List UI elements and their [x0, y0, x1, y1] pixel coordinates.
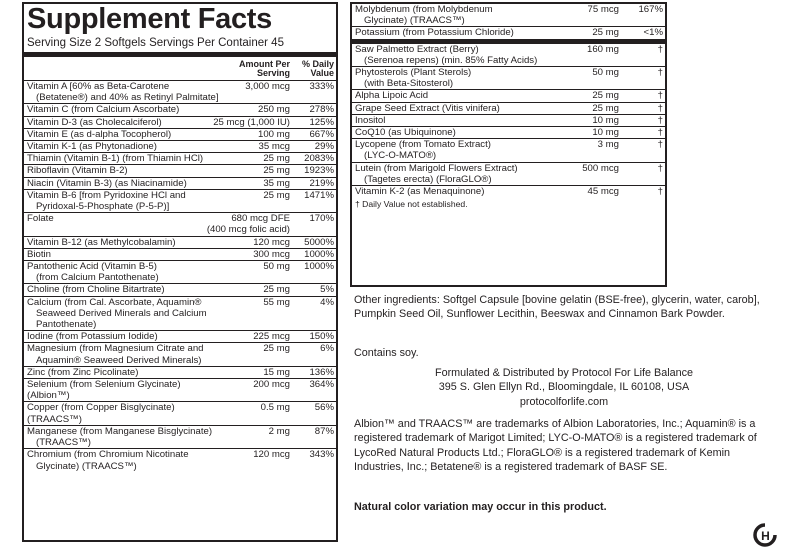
nutrient-list-continued — [352, 4, 665, 197]
panel-title: Supplement Facts — [27, 3, 272, 35]
nutrient-name — [355, 186, 549, 197]
nutrient-name — [355, 90, 549, 101]
nutrient-row — [24, 426, 336, 449]
nutrient-name-text: Iodine (from Potassium Iodide) — [27, 331, 158, 343]
nutrient-daily-value: † — [657, 162, 663, 174]
nutrient-name-text: Vitamin D-3 (as Cholecalciferol) — [27, 116, 162, 128]
nutrient-amount: 160 mg — [587, 43, 619, 55]
nutrient-name-text: Vitamin B-12 (as Methylcobalamin) — [27, 236, 176, 248]
nutrient-daily-value: 1471% — [304, 189, 334, 201]
nutrient-amount: 100 mg — [258, 128, 290, 140]
footnote: † Daily Value not established. — [355, 199, 468, 210]
nutrient-name — [27, 141, 220, 152]
nutrient-name-text: Saw Palmetto Extract (Berry) — [355, 43, 479, 55]
nutrient-daily-value: 6% — [320, 343, 334, 355]
nutrient-amount: 50 mg — [592, 67, 619, 79]
nutrient-name — [355, 4, 549, 26]
nutrient-row — [352, 127, 665, 139]
nutrient-row — [352, 139, 665, 162]
nutrient-name — [355, 67, 549, 89]
color-variation-note: Natural color variation may occur in this product. — [354, 501, 607, 513]
nutrient-name — [27, 297, 220, 331]
nutrient-amount: 25 mg — [592, 102, 619, 114]
nutrient-name — [27, 261, 220, 283]
nutrient-name — [27, 165, 220, 176]
nutrient-amount: 10 mg — [592, 114, 619, 126]
nutrient-name-text: Copper (from Copper Bisglycinate) (TRAACS™) — [27, 402, 175, 425]
nutrient-source: (Tagetes erecta) (FloraGLO®) — [364, 173, 492, 185]
nutrient-list — [24, 81, 336, 472]
distributor-line-1: Formulated & Distributed by Protocol For Life Balance — [434, 367, 694, 379]
nutrient-amount: 55 mg — [263, 296, 290, 308]
nutrient-name-text: Selenium (from Selenium Glycinate)(Albion™) — [27, 379, 181, 402]
nutrient-row — [352, 4, 665, 27]
nutrient-row — [24, 261, 336, 284]
nutrient-name — [27, 104, 220, 115]
nutrient-row — [24, 81, 336, 104]
nutrient-name — [27, 343, 220, 365]
nutrient-amount: 25 mg — [263, 165, 290, 177]
nutrient-name — [27, 449, 220, 471]
nutrient-daily-value: 1923% — [304, 165, 334, 177]
nutrient-row — [24, 449, 336, 471]
nutrient-name-text: Vitamin B-6 [from Pyridoxine HCl and — [27, 189, 186, 201]
nutrient-daily-value: † — [657, 90, 663, 102]
nutrient-amount: 0.5 mg — [260, 402, 290, 414]
supplement-facts-panel — [22, 2, 338, 542]
nutrient-name-text: Potassium (from Potassium Chloride) — [355, 27, 514, 39]
nutrient-row — [24, 104, 336, 116]
nutrient-name-text: Zinc (from Zinc Picolinate) — [27, 366, 139, 378]
nutrient-daily-value: 278% — [309, 104, 334, 116]
nutrient-name — [355, 127, 549, 138]
nutrient-amount: 25 mcg (1,000 IU) — [213, 116, 290, 128]
nutrient-daily-value: 364% — [309, 379, 334, 391]
nutrient-amount: 35 mcg — [258, 141, 290, 153]
trademark-notice: Albion™ and TRAACS™ are trademarks of Albion Laboratories, Inc.; Aquamin® is a registered trademark of Marigot Limited; LYC-O-MATO® is a registered trademark of LycoRed Natural Products Ltd.; FloraGLO® is a registered trademark of Kemin Industries, Inc.; Betatene® is a registered trademark of BASF SE. — [354, 418, 757, 473]
nutrient-row — [24, 165, 336, 177]
nutrient-name-text: Vitamin K-1 (as Phytonadione) — [27, 141, 157, 153]
allergen-statement: Contains soy. — [354, 347, 419, 359]
nutrient-name — [27, 331, 220, 342]
nutrient-name-text: Pantothenic Acid (Vitamin B-5) — [27, 261, 157, 273]
amount-folic-acid: (400 mcg folic acid) — [206, 224, 290, 236]
nutrient-daily-value: 4% — [320, 296, 334, 308]
nutrient-row — [24, 190, 336, 213]
nutrient-daily-value: 5000% — [304, 236, 334, 248]
nutrient-amount: 50 mg — [263, 261, 290, 273]
nutrient-row — [24, 213, 336, 236]
nutrient-name-text: Grape Seed Extract (Vitis vinifera) — [355, 102, 500, 114]
nutrient-amount: 300 mcg — [253, 248, 290, 260]
nutrient-amount: 120 mcg — [253, 449, 290, 461]
nutrient-daily-value: 56% — [314, 402, 334, 414]
nutrient-source: (from Calcium Pantothenate) — [36, 272, 159, 284]
nutrient-daily-value: 5% — [320, 284, 334, 296]
nutrient-amount: 75 mcg — [587, 4, 619, 15]
nutrient-source: (Serenoa repens) (min. 85% Fatty Acids) — [364, 54, 538, 66]
nutrient-name — [27, 426, 220, 448]
nutrient-row — [24, 284, 336, 296]
nutrient-amount: 500 mcg — [582, 162, 619, 174]
nutrient-name — [355, 115, 549, 126]
nutrient-source: Glycinate) (TRAACS™) — [364, 15, 465, 27]
nutrient-name — [27, 81, 220, 103]
nutrient-name — [27, 153, 220, 164]
nutrient-name — [27, 237, 220, 248]
nutrient-name-text: Vitamin E (as d-alpha Tocopherol) — [27, 128, 172, 140]
nutrient-row — [24, 117, 336, 129]
nutrient-amount: 3,000 mcg — [245, 81, 290, 92]
daily-value-header: % Daily Value — [301, 59, 334, 78]
nutrient-daily-value: 667% — [309, 128, 334, 140]
nutrient-daily-value: 333% — [309, 81, 334, 92]
nutrient-source: (LYC-O-MATO®) — [364, 150, 437, 162]
nutrient-row — [24, 297, 336, 332]
nutrient-source: Glycinate) (TRAACS™) — [36, 460, 137, 472]
nutrient-row — [24, 237, 336, 249]
nutrient-name — [27, 178, 220, 189]
nutrient-amount: 25 mg — [263, 189, 290, 201]
supplement-facts-continued — [350, 2, 667, 287]
distributor-info — [364, 366, 764, 409]
nutrient-name — [27, 402, 220, 424]
nutrient-daily-value: 136% — [309, 366, 334, 378]
nutrient-row — [24, 249, 336, 261]
nutrient-row — [352, 103, 665, 115]
nutrient-name-text: Manganese (from Manganese Bisglycinate) — [27, 425, 213, 437]
logo-letter: H — [761, 529, 770, 543]
nutrient-source: Seaweed Derived Minerals and Calcium Pantothenate) — [36, 307, 207, 331]
nutrient-row — [24, 343, 336, 366]
distributor-website: protocolforlife.com — [519, 395, 609, 408]
nutrient-source: (with Beta-Sitosterol) — [364, 78, 454, 90]
amount-dfe: 680 mcg DFE — [231, 213, 290, 225]
distributor-line-2: 395 S. Glen Ellyn Rd., Bloomingdale, IL 60108, USA — [438, 381, 690, 394]
nutrient-daily-value: 150% — [309, 331, 334, 343]
nutrient-name-text: Niacin (Vitamin B-3) (as Niacinamide) — [27, 177, 187, 189]
nutrient-amount: 25 mg — [592, 90, 619, 102]
nutrient-daily-value: 1000% — [304, 248, 334, 260]
nutrient-row — [24, 129, 336, 141]
nutrient-row — [24, 331, 336, 343]
nutrient-name-text: Chromium (from Chromium Nicotinate — [27, 449, 189, 461]
nutrient-daily-value: 170% — [309, 213, 334, 225]
nutrient-source: Pyridoxal-5-Phosphate (P-5-P)] — [36, 201, 170, 213]
nutrient-amount: 25 mg — [263, 343, 290, 355]
nutrient-row — [352, 44, 665, 67]
nutrient-name-text: Vitamin C (from Calcium Ascorbate) — [27, 104, 180, 116]
nutrient-name — [27, 367, 220, 378]
nutrient-amount: 3 mg — [597, 139, 619, 151]
nutrient-name-text: Biotin — [27, 248, 51, 260]
nutrient-row — [24, 178, 336, 190]
nutrient-source: (Betatene®) and 40% as Retinyl Palmitate] — [36, 92, 219, 104]
nutrient-name — [27, 249, 220, 260]
nutrient-name-text: Thiamin (Vitamin B-1) (from Thiamin HCl) — [27, 153, 204, 165]
nutrient-amount: 250 mg — [258, 104, 290, 116]
nutrient-name — [27, 129, 220, 140]
nutrient-name-text: Phytosterols (Plant Sterols) — [355, 67, 472, 79]
nutrient-amount: 2 mg — [268, 425, 290, 437]
nutrient-name-text: Magnesium (from Magnesium Citrate and — [27, 343, 204, 355]
nutrient-name — [355, 44, 549, 66]
nutrient-name — [355, 27, 549, 38]
nutrient-row — [24, 402, 336, 425]
nutrient-name-text: Inositol — [355, 114, 386, 126]
nutrient-row — [24, 153, 336, 165]
nutrient-amount: 25 mg — [263, 284, 290, 296]
nutrient-name-text: Vitamin K-2 (as Menaquinone) — [355, 186, 485, 198]
nutrient-amount: 25 mg — [592, 27, 619, 39]
nutrient-name — [355, 139, 549, 161]
nutrient-name — [27, 213, 170, 235]
nutrient-row — [352, 67, 665, 90]
nutrient-name-text: Lycopene (from Tomato Extract) — [355, 139, 491, 151]
nutrient-amount — [170, 213, 290, 235]
nutrient-row — [352, 186, 665, 197]
nutrient-daily-value: † — [657, 67, 663, 79]
nutrient-amount: 200 mcg — [253, 379, 290, 391]
nutrient-row — [352, 115, 665, 127]
nutrient-row — [352, 27, 665, 43]
nutrient-name — [27, 117, 192, 128]
nutrient-name-text: Vitamin A [60% as Beta-Carotene — [27, 81, 170, 92]
nutrient-daily-value: † — [657, 43, 663, 55]
nutrient-row — [352, 163, 665, 186]
brand-logo — [753, 523, 777, 547]
other-ingredients: Other ingredients: Softgel Capsule [bovine gelatin (BSE-free), glycerin, water, carob], Pumpkin Seed Oil, Sunflower Lecithin, Beeswax and Cinnamon Bark Powder. — [354, 294, 760, 321]
nutrient-row — [24, 367, 336, 379]
nutrient-amount: 35 mg — [263, 177, 290, 189]
nutrient-name — [355, 103, 549, 114]
nutrient-name-text: Choline (from Choline Bitartrate) — [27, 284, 165, 296]
nutrient-daily-value: 125% — [309, 116, 334, 128]
nutrient-amount: 25 mg — [263, 153, 290, 165]
nutrient-name-text: Calcium (from Cal. Ascorbate, Aquamin® — [27, 296, 202, 308]
nutrient-daily-value: 1000% — [304, 261, 334, 273]
nutrient-name-text: Molybdenum (from Molybdenum — [355, 4, 493, 15]
nutrient-amount: 10 mg — [592, 127, 619, 139]
nutrient-name-text: Riboflavin (Vitamin B-2) — [27, 165, 128, 177]
nutrient-row — [24, 379, 336, 402]
nutrient-daily-value: 167% — [638, 4, 663, 15]
nutrient-amount: 45 mcg — [587, 186, 619, 198]
nutrient-row — [24, 141, 336, 153]
serving-info: Serving Size 2 Softgels Servings Per Container 45 — [24, 34, 336, 57]
nutrient-daily-value: <1% — [643, 27, 663, 39]
nutrient-name-text: CoQ10 (as Ubiquinone) — [355, 127, 456, 139]
nutrient-daily-value: 2083% — [304, 153, 334, 165]
nutrient-daily-value: 87% — [314, 425, 334, 437]
nutrient-daily-value: † — [657, 186, 663, 198]
nutrient-source: Aquamin® Seaweed Derived Minerals) — [36, 354, 202, 366]
nutrient-row — [352, 90, 665, 102]
nutrient-source: (TRAACS™) — [36, 437, 91, 449]
nutrient-daily-value: 219% — [309, 177, 334, 189]
nutrient-name-text: Alpha Lipoic Acid — [355, 90, 429, 102]
nutrient-name — [355, 163, 549, 185]
nutrient-name — [27, 284, 220, 295]
nutrient-name — [27, 379, 220, 401]
nutrient-daily-value: 29% — [314, 141, 334, 153]
nutrient-name-text: Lutein (from Marigold Flowers Extract) — [355, 162, 518, 174]
nutrient-daily-value: 343% — [309, 449, 334, 461]
nutrient-daily-value: † — [657, 127, 663, 139]
nutrient-daily-value: † — [657, 139, 663, 151]
column-header — [24, 57, 336, 81]
nutrient-daily-value: † — [657, 114, 663, 126]
amount-header: Amount Per Serving — [238, 59, 290, 78]
nutrient-amount: 15 mg — [263, 366, 290, 378]
nutrient-daily-value: † — [657, 102, 663, 114]
nutrient-amount: 120 mcg — [253, 236, 290, 248]
nutrient-name-text: Folate — [27, 213, 54, 225]
nutrient-amount: 225 mcg — [253, 331, 290, 343]
nutrient-name — [27, 190, 220, 212]
